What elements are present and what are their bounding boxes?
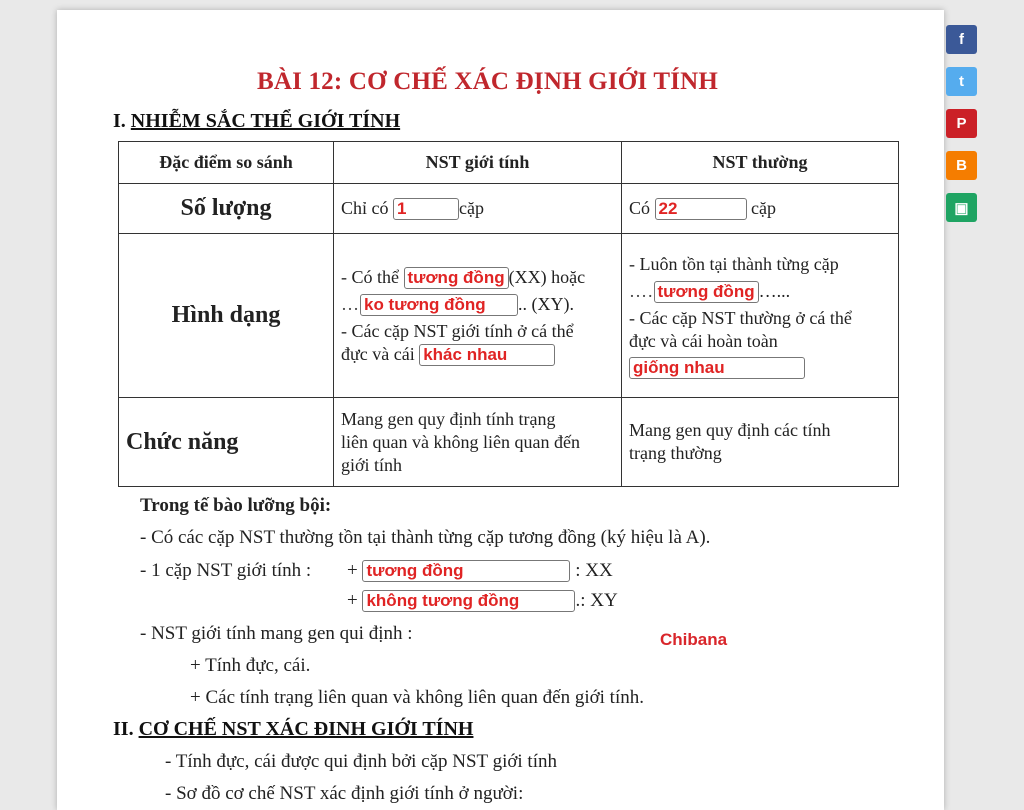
cell-text: (XX) hoặc — [508, 266, 586, 287]
answer-box: tương đồng — [654, 281, 759, 303]
twitter-share-button[interactable] — [946, 67, 977, 96]
cell-text: Mang gen quy định tính trạng — [341, 408, 556, 429]
cell-text: Chỉ có — [341, 198, 389, 218]
cell-text: cặp — [751, 198, 776, 218]
table-row — [119, 398, 899, 487]
chibana-watermark: Chibana — [660, 630, 728, 649]
body-line: - Có các cặp NST thường tồn tại thành từng cặp tương đồng (ký hiệu là A). — [140, 527, 711, 548]
table-header: NST thường — [622, 142, 899, 184]
body-line: + Các tính trạng liên quan và không liên quan đến giới tính. — [190, 687, 644, 708]
pinterest-icon: P — [956, 115, 967, 132]
cell-text: - Luôn tồn tại thành từng cặp — [629, 253, 839, 274]
cell-text: cặp — [459, 198, 484, 218]
body-text: : XX — [575, 560, 613, 581]
table-cell — [334, 184, 622, 234]
classroom-share-button[interactable] — [946, 193, 977, 222]
cell-text: đực và cái hoàn toàn — [629, 330, 778, 351]
blogger-icon: B — [956, 157, 967, 174]
cell-text: Mang gen quy định các tính — [629, 420, 831, 440]
row-label-chuc-nang: Chức năng — [119, 398, 334, 487]
cell-text: đực và cái — [341, 343, 415, 364]
classroom-icon: ▣ — [954, 199, 969, 217]
lesson-title: BÀI 12: CƠ CHẾ XÁC ĐỊNH GIỚI TÍNH — [256, 68, 719, 95]
answer-box: ko tương đồng — [360, 294, 518, 316]
table-cell — [622, 184, 899, 234]
section-2-label: CƠ CHẾ NST XÁC ĐINH GIỚI TÍNH — [138, 718, 474, 740]
facebook-share-button[interactable] — [946, 25, 977, 54]
cell-text: .. (XY). — [518, 293, 574, 314]
table-row — [119, 184, 899, 234]
document-page — [57, 10, 944, 810]
answer-box: khác nhau — [419, 344, 555, 366]
cell-text: Có — [629, 198, 651, 218]
cell-text: liên quan và không liên quan đến — [341, 431, 580, 452]
table-header: Đặc điểm so sánh — [119, 142, 334, 184]
body-line — [347, 590, 618, 612]
twitter-icon: t — [959, 73, 964, 90]
blogger-share-button[interactable] — [946, 151, 977, 180]
row-label-so-luong: Số lượng — [119, 184, 334, 234]
table-cell — [334, 398, 622, 487]
body-line: - Sơ đồ cơ chế NST xác định giới tính ở người: — [165, 783, 524, 804]
table-row — [119, 234, 899, 398]
section-2-number: II. — [113, 718, 134, 740]
body-text: .: XY — [575, 590, 618, 611]
cell-text: …. — [629, 280, 654, 301]
body-line: - NST giới tính mang gen qui định : — [140, 623, 413, 644]
answer-box: 1 — [393, 198, 459, 220]
answer-box: giống nhau — [629, 357, 805, 379]
body-line — [347, 560, 613, 582]
body-line: + Tính đực, cái. — [190, 655, 311, 676]
answer-box: tương đồng — [404, 267, 509, 289]
cell-text: - Các cặp NST giới tính ở cá thể — [341, 320, 574, 341]
plus-sign: + — [347, 590, 358, 611]
section-1-label: NHIỄM SẮC THỂ GIỚI TÍNH — [130, 110, 401, 132]
table-cell — [622, 398, 899, 487]
body-line: - 1 cặp NST giới tính : — [140, 560, 312, 581]
row-label-hinh-dang: Hình dạng — [119, 234, 334, 398]
comparison-table — [118, 141, 899, 487]
cell-text: … — [341, 293, 360, 314]
answer-box: 22 — [655, 198, 747, 220]
table-header-row — [119, 142, 899, 184]
facebook-icon: f — [959, 31, 964, 48]
cell-text: …... — [758, 280, 791, 301]
diploid-heading: Trong tế bào lưỡng bội: — [140, 495, 332, 516]
section-1-number: I. — [113, 110, 126, 132]
answer-box: không tương đồng — [362, 590, 575, 612]
cell-text: trạng thường — [629, 443, 722, 463]
cell-text: - Các cặp NST thường ở cá thể — [629, 307, 852, 328]
cell-text: - Có thể — [341, 266, 399, 287]
plus-sign: + — [347, 560, 358, 581]
table-cell — [622, 234, 899, 398]
cell-text: giới tính — [341, 454, 403, 475]
answer-box: tương đồng — [362, 560, 570, 582]
table-header: NST giới tính — [334, 142, 622, 184]
body-line: - Tính đực, cái được qui định bởi cặp NST giới tính — [165, 751, 557, 772]
section-1-heading — [113, 110, 400, 133]
pinterest-share-button[interactable] — [946, 109, 977, 138]
section-2-heading — [113, 718, 473, 741]
table-cell — [334, 234, 622, 398]
